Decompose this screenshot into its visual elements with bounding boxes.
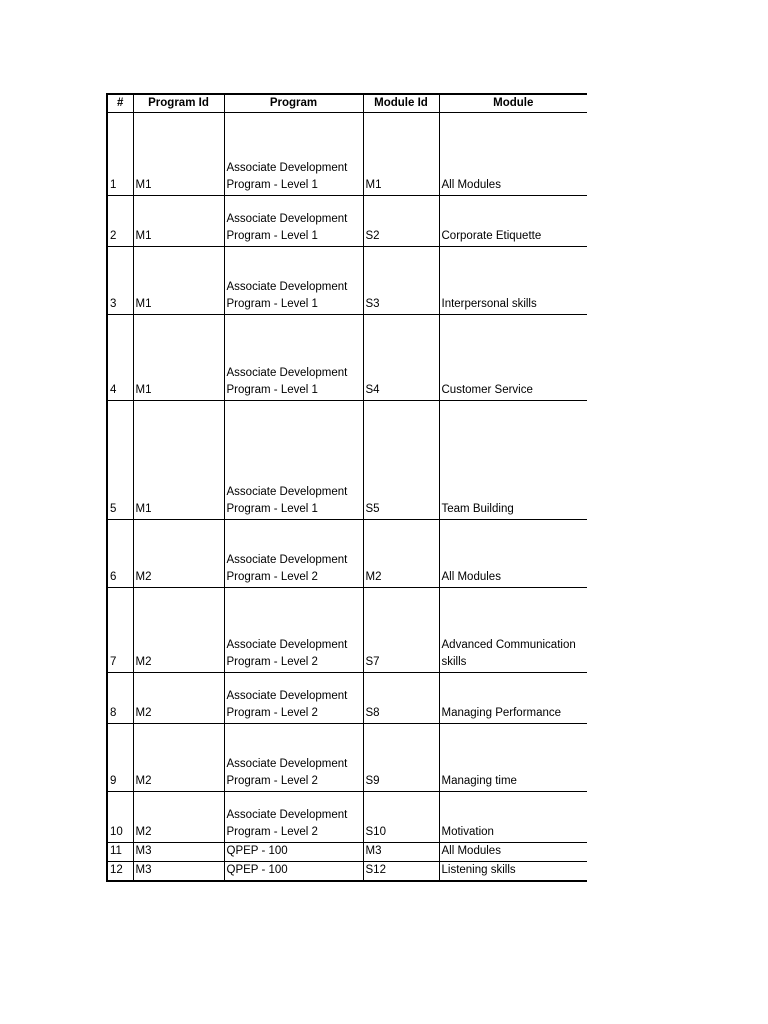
module-cell: [439, 724, 587, 792]
program-id-cell-text: M1: [135, 179, 152, 191]
program-id-cell-text: M1: [135, 503, 152, 515]
module-id-cell-text: S4: [365, 384, 380, 396]
row-number: [107, 196, 133, 247]
row-number-text: 7: [110, 656, 117, 668]
module-cell-text: Interpersonal skills: [441, 298, 537, 310]
row-number: [107, 247, 133, 315]
program-id-cell: [133, 196, 224, 247]
program-cell-text: Associate Development Program - Level 1: [226, 162, 348, 191]
module-id-cell: [363, 196, 439, 247]
module-id-cell: [363, 520, 439, 588]
program-id-cell: [133, 401, 224, 520]
module-id-cell: [363, 792, 439, 843]
module-id-cell-text: S7: [365, 656, 380, 668]
module-cell-text: Customer Service: [441, 384, 533, 396]
program-id-cell: [133, 724, 224, 792]
table-row: [107, 247, 587, 315]
module-cell-text: Managing time: [441, 775, 517, 787]
module-id-cell-text: M2: [365, 571, 382, 583]
module-id-cell-text: M1: [365, 179, 382, 191]
column-header-module: Module: [439, 94, 587, 113]
table-row: [107, 843, 587, 862]
module-cell: [439, 673, 587, 724]
program-id-cell-text: M2: [135, 571, 152, 583]
program-cell: [224, 673, 363, 724]
table-row: [107, 520, 587, 588]
module-id-cell: [363, 588, 439, 673]
module-id-cell: [363, 843, 439, 862]
program-cell-text: Associate Development Program - Level 1: [226, 213, 348, 242]
program-id-cell: [133, 247, 224, 315]
program-cell-text: Associate Development Program - Level 2: [226, 809, 348, 838]
module-id-cell: [363, 113, 439, 196]
module-cell-text: Listening skills: [441, 864, 516, 876]
module-id-cell: [363, 247, 439, 315]
module-id-cell-text: S12: [365, 864, 386, 876]
program-id-cell: [133, 113, 224, 196]
program-cell-text: Associate Development Program - Level 1: [226, 281, 348, 310]
row-number-text: 1: [110, 179, 117, 191]
column-header-number: #: [107, 94, 133, 113]
program-id-cell-text: M2: [135, 775, 152, 787]
module-cell-text: All Modules: [441, 845, 501, 857]
row-number-text: 2: [110, 230, 117, 242]
row-number: [107, 588, 133, 673]
program-id-cell-text: M1: [135, 384, 152, 396]
row-number: [107, 113, 133, 196]
module-cell: [439, 247, 587, 315]
program-cell: [224, 862, 363, 882]
program-id-cell-text: M3: [135, 845, 152, 857]
module-id-cell: [363, 315, 439, 401]
program-cell: [224, 588, 363, 673]
module-cell: [439, 520, 587, 588]
row-number-text: 6: [110, 571, 117, 583]
column-header-program-id: Program Id: [133, 94, 224, 113]
program-id-cell-text: M2: [135, 826, 152, 838]
program-id-cell: [133, 792, 224, 843]
row-number: [107, 843, 133, 862]
program-id-cell-text: M2: [135, 707, 152, 719]
program-cell: [224, 724, 363, 792]
program-cell-text: QPEP - 100: [226, 845, 288, 857]
module-id-cell-text: S10: [365, 826, 386, 838]
module-cell-text: Motivation: [441, 826, 494, 838]
module-cell-text: Corporate Etiquette: [441, 230, 542, 242]
table-row: [107, 792, 587, 843]
module-cell-text: Advanced Communication skills: [441, 639, 576, 668]
table-row: [107, 862, 587, 882]
program-id-cell: [133, 588, 224, 673]
program-cell: [224, 315, 363, 401]
program-id-cell-text: M1: [135, 230, 152, 242]
module-id-cell-text: S9: [365, 775, 380, 787]
module-id-cell-text: S3: [365, 298, 380, 310]
module-id-cell: [363, 862, 439, 882]
module-id-cell-text: S5: [365, 503, 380, 515]
module-cell-text: All Modules: [441, 571, 501, 583]
row-number-text: 8: [110, 707, 117, 719]
table-header-row: [107, 94, 587, 113]
program-id-cell: [133, 673, 224, 724]
column-header-program: Program: [224, 94, 363, 113]
table-row: [107, 401, 587, 520]
module-cell: [439, 792, 587, 843]
row-number-text: 12: [110, 864, 123, 876]
module-cell: [439, 196, 587, 247]
table-row: [107, 588, 587, 673]
program-cell-text: Associate Development Program - Level 2: [226, 639, 348, 668]
table-row: [107, 315, 587, 401]
row-number-text: 4: [110, 384, 117, 396]
program-cell: [224, 401, 363, 520]
program-id-cell-text: M3: [135, 864, 152, 876]
row-number-text: 9: [110, 775, 117, 787]
module-cell: [439, 113, 587, 196]
program-id-cell-text: M1: [135, 298, 152, 310]
table-row: [107, 113, 587, 196]
row-number-text: 10: [110, 826, 123, 838]
program-module-table: [106, 93, 587, 882]
program-cell-text: Associate Development Program - Level 2: [226, 758, 348, 787]
program-cell-text: QPEP - 100: [226, 864, 288, 876]
module-cell: [439, 315, 587, 401]
program-cell-text: Associate Development Program - Level 2: [226, 690, 348, 719]
module-cell: [439, 862, 587, 882]
program-id-cell: [133, 843, 224, 862]
row-number: [107, 315, 133, 401]
module-id-cell: [363, 673, 439, 724]
module-cell: [439, 843, 587, 862]
module-cell-text: Team Building: [441, 503, 514, 515]
module-cell-text: Managing Performance: [441, 707, 562, 719]
module-cell-text: All Modules: [441, 179, 501, 191]
row-number: [107, 792, 133, 843]
program-id-cell-text: M2: [135, 656, 152, 668]
program-cell: [224, 113, 363, 196]
row-number-text: 5: [110, 503, 117, 515]
row-number: [107, 724, 133, 792]
row-number: [107, 673, 133, 724]
table-row: [107, 196, 587, 247]
row-number-text: 11: [110, 845, 122, 857]
module-id-cell: [363, 724, 439, 792]
module-id-cell: [363, 401, 439, 520]
program-cell-text: Associate Development Program - Level 2: [226, 554, 348, 583]
program-cell: [224, 196, 363, 247]
program-id-cell: [133, 862, 224, 882]
program-cell: [224, 792, 363, 843]
program-cell: [224, 247, 363, 315]
program-cell: [224, 520, 363, 588]
module-id-cell-text: S8: [365, 707, 380, 719]
column-header-module-id: Module Id: [363, 94, 439, 113]
row-number: [107, 862, 133, 882]
module-id-cell-text: M3: [365, 845, 382, 857]
program-id-cell: [133, 315, 224, 401]
module-cell: [439, 401, 587, 520]
module-cell: [439, 588, 587, 673]
row-number-text: 3: [110, 298, 117, 310]
table-row: [107, 673, 587, 724]
module-id-cell-text: S2: [365, 230, 380, 242]
row-number: [107, 401, 133, 520]
row-number: [107, 520, 133, 588]
program-cell-text: Associate Development Program - Level 1: [226, 367, 348, 396]
table-row: [107, 724, 587, 792]
program-cell: [224, 843, 363, 862]
program-cell-text: Associate Development Program - Level 1: [226, 486, 348, 515]
program-id-cell: [133, 520, 224, 588]
